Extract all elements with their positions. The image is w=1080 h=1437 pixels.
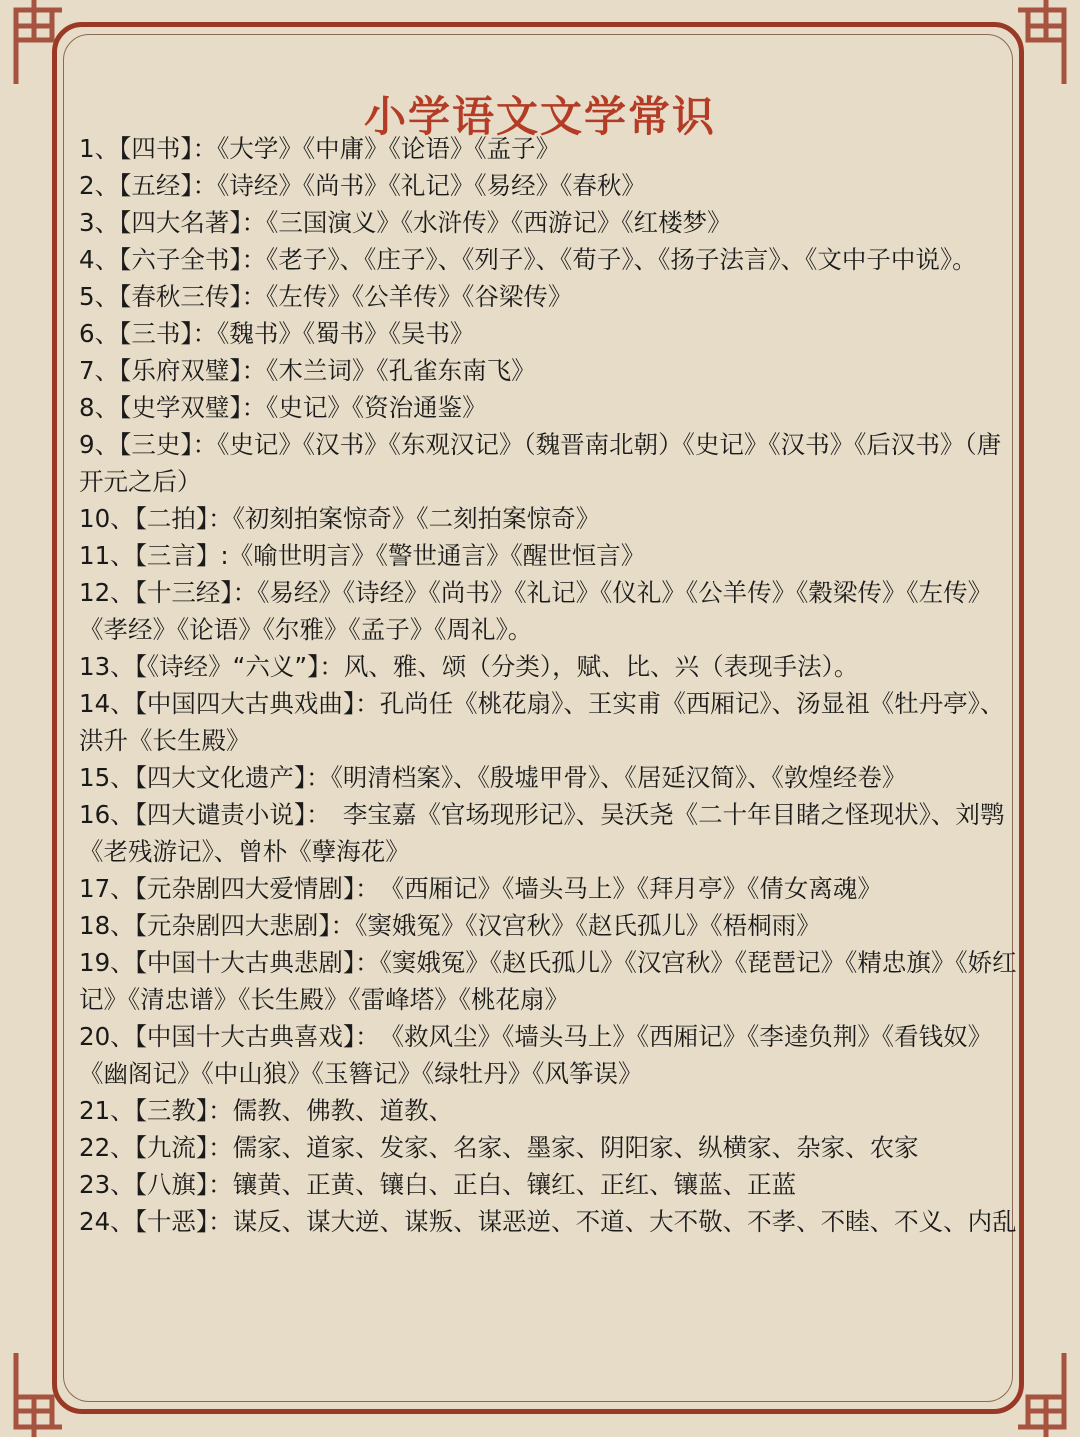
item-label: 【十恶】：: [134, 1207, 233, 1236]
list-item: [79, 1092, 1019, 1129]
knot-corner-ornament-icon: [1010, 1353, 1074, 1437]
item-label: 【乐府双璧】：: [119, 356, 267, 385]
knot-corner-ornament-icon: [6, 0, 70, 84]
item-text: 《史记》《汉书》《东观汉记》（魏晋南北朝）《史记》《汉书》《后汉书》（唐开元之后）: [79, 430, 1002, 496]
item-text: 儒家、道家、发家、名家、墨家、阴阳家、纵横家、杂家、农家: [232, 1133, 919, 1162]
item-label: 【二拍】：: [134, 504, 233, 533]
item-text: 风、雅、颂（分类），赋、比、兴（表现手法）。: [343, 652, 859, 681]
item-label: 【四大谴责小说】：: [134, 800, 319, 829]
item-text: 《西厢记》《墙头马上》《拜月亭》《倩女离魂》: [367, 874, 882, 903]
item-text: 《左传》《公羊传》《谷梁传》: [266, 282, 573, 311]
knot-corner-ornament-icon: [6, 1353, 70, 1437]
item-number: 1、: [79, 134, 120, 163]
item-label: 【十三经】：: [134, 578, 258, 607]
list-item: [79, 352, 1019, 389]
list-item: [79, 870, 1019, 907]
item-label: 【三教】：: [134, 1096, 233, 1125]
knot-corner-ornament-icon: [1010, 0, 1074, 84]
item-number: 17、: [79, 874, 135, 903]
item-number: 20、: [79, 1022, 135, 1051]
item-label: 【八旗】：: [134, 1170, 233, 1199]
list-item: [79, 167, 1019, 204]
item-text: 镶黄、正黄、镶白、正白、镶红、正红、镶蓝、正蓝: [232, 1170, 797, 1199]
item-text: 《魏书》《蜀书》《吴书》: [217, 319, 475, 348]
list-item: [79, 796, 1019, 870]
item-label: 【元杂剧四大悲剧】：: [134, 911, 356, 940]
item-text: 儒教、佛教、道教、: [232, 1096, 454, 1125]
item-text: 《木兰词》《孔雀东南飞》: [266, 356, 536, 385]
list-item: [79, 315, 1019, 352]
list-item: [79, 389, 1019, 426]
item-label: 【中国四大古典戏曲】：: [134, 689, 380, 718]
item-number: 15、: [79, 763, 135, 792]
item-number: 13、: [79, 652, 135, 681]
item-label: 【中国十大古典悲剧】：: [134, 948, 380, 977]
knowledge-list: [79, 130, 1019, 1240]
item-text: 《救风尘》《墙头马上》《西厢记》《李逵负荆》《看钱奴》《幽阁记》《中山狼》《玉簪记》《绿牡丹》《风筝误》: [79, 1022, 993, 1088]
list-item: [79, 1018, 1019, 1092]
list-item: [79, 1203, 1019, 1240]
item-text: 《诗经》《尚书》《礼记》《易经》《春秋》: [217, 171, 646, 200]
item-text: 孔尚任《桃花扇》、王实甫《西厢记》、汤显祖《牡丹亭》、洪升《长生殿》: [79, 689, 1005, 755]
list-item: [79, 574, 1019, 648]
list-item: [79, 130, 1019, 167]
list-item: [79, 1129, 1019, 1166]
item-number: 18、: [79, 911, 135, 940]
item-number: 3、: [79, 208, 120, 237]
list-item: [79, 537, 1019, 574]
item-number: 8、: [79, 393, 120, 422]
list-item: [79, 648, 1019, 685]
item-label: 【四大名著】：: [119, 208, 267, 237]
item-text: 《窦娥冤》《赵氏孤儿》《汉宫秋》《琵琶记》《精忠旗》《娇红记》《清忠谱》《长生殿》《雷峰塔》《桃花扇》: [79, 948, 1017, 1014]
item-text: 《窦娥冤》《汉宫秋》《赵氏孤儿》《梧桐雨》: [355, 911, 821, 940]
item-label: 【中国十大古典喜戏】：: [134, 1022, 368, 1051]
item-number: 5、: [79, 282, 120, 311]
list-item: [79, 685, 1019, 759]
item-number: 23、: [79, 1170, 135, 1199]
item-number: 24、: [79, 1207, 135, 1236]
list-item: [79, 944, 1019, 1018]
item-label: 【《诗经》“六义”】：: [134, 652, 344, 681]
item-label: 【春秋三传】：: [119, 282, 267, 311]
item-text: 《大学》《中庸》《论语》《孟子》: [217, 134, 561, 163]
item-text: 《喻世明言》《警世通言》《醒世恒言》: [228, 541, 646, 570]
item-number: 10、: [79, 504, 135, 533]
list-item: [79, 907, 1019, 944]
list-item: [79, 241, 1019, 278]
item-text: 《明清档案》、《殷墟甲骨》、《居延汉简》、《敦煌经卷》: [330, 763, 907, 792]
list-item: [79, 426, 1019, 500]
item-number: 11、: [79, 541, 135, 570]
item-number: 9、: [79, 430, 120, 459]
list-item: [79, 500, 1019, 537]
item-label: 【九流】：: [134, 1133, 233, 1162]
item-number: 14、: [79, 689, 135, 718]
item-label: 【五经】：: [119, 171, 218, 200]
item-label: 【四大文化遗产】：: [134, 763, 331, 792]
item-text: 《老子》、《庄子》、《列子》、《荀子》、《扬子法言》、《文中子中说》。: [266, 245, 977, 274]
list-item: [79, 278, 1019, 315]
item-number: 16、: [79, 800, 135, 829]
item-text: 李宝嘉《官场现形记》、吴沃尧《二十年目睹之怪现状》、刘鹗《老残游记》、曾朴《孽海花》: [79, 800, 1005, 866]
item-label: 【三书】：: [119, 319, 218, 348]
list-item: [79, 204, 1019, 241]
item-number: 22、: [79, 1133, 135, 1162]
page-title: 小学语文文学常识: [363, 92, 716, 142]
list-item: [79, 1166, 1019, 1203]
item-text: 《初刻拍案惊奇》《二刻拍案惊奇》: [232, 504, 601, 533]
item-number: 19、: [79, 948, 135, 977]
item-text: 《易经》《诗经》《尚书》《礼记》《仪礼》《公羊传》《穀梁传》《左传》《孝经》《论语》《尔雅》《孟子》《周礼》。: [79, 578, 993, 644]
item-number: 7、: [79, 356, 120, 385]
item-number: 12、: [79, 578, 135, 607]
item-number: 2、: [79, 171, 120, 200]
item-text: 谋反、谋大逆、谋叛、谋恶逆、不道、大不敬、不孝、不睦、不义、内乱: [232, 1207, 1017, 1236]
item-label: 【三言】:: [134, 541, 229, 570]
item-text: 《三国演义》《水浒传》《西游记》《红楼梦》: [266, 208, 732, 237]
item-number: 4、: [79, 245, 120, 274]
item-label: 【史学双璧】：: [119, 393, 267, 422]
item-text: 《史记》《资治通鉴》: [266, 393, 487, 422]
item-label: 【元杂剧四大爱情剧】：: [134, 874, 368, 903]
item-label: 【四书】：: [119, 134, 218, 163]
item-number: 21、: [79, 1096, 135, 1125]
item-number: 6、: [79, 319, 120, 348]
item-label: 【六子全书】：: [119, 245, 267, 274]
list-item: [79, 759, 1019, 796]
item-label: 【三史】：: [119, 430, 218, 459]
